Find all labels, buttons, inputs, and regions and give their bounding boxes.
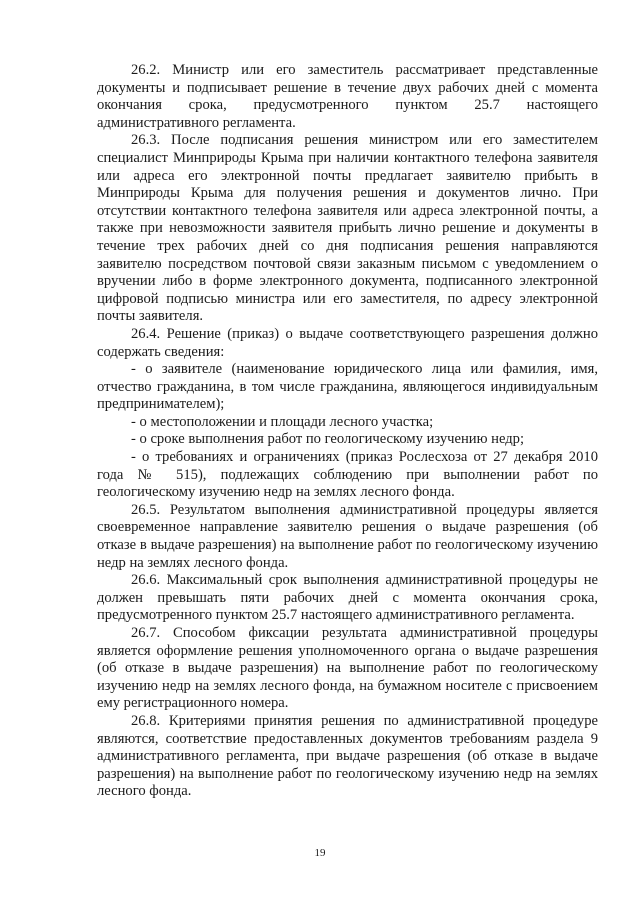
paragraph-26-6: 26.6. Максимальный срок выполнения административной процедуры не должен превышать пяти рабочих дней с момента окончания срока, предусмотренного пунктом 25.7 настоящего административного регламента. [97, 572, 598, 624]
document-body [97, 62, 598, 801]
list-item-applicant: - о заявителе (наименование юридического лица или фамилия, имя, отчество гражданина, в том числе гражданина, являющегося индивидуальным предпринимателем); [97, 361, 598, 413]
list-item-requirements: - о требованиях и ограничениях (приказ Рослесхоза от 27 декабря 2010 года № 515), подлежащих соблюдению при выполнении работ по геологическому изучению недр на землях лесного фонда. [97, 449, 598, 501]
list-item-location: - о местоположении и площади лесного участка; [131, 413, 434, 430]
paragraph-26-4: 26.4. Решение (приказ) о выдаче соответствующего разрешения должно содержать сведения: [97, 325, 598, 360]
paragraph-26-7: 26.7. Способом фиксации результата административной процедуры является оформление решения уполномоченного органа о выдаче разрешения (об отказе в выдаче разрешения) на выполнение работ по геологическому изучению недр на землях лесного фонда, на бумажном носителе с присвоением ему регистрационного номера. [97, 625, 598, 712]
list-item-term: - о сроке выполнения работ по геологическому изучению недр; [131, 431, 525, 448]
paragraph-26-3: 26.3. После подписания решения министром или его заместителем специалист Минприроды Крыма при наличии контактного телефона заявителя или адреса его электронной почты предлагает заявителю прибыть в Минприроды Крыма для получения решения и документов лично. При отсутствии контактного телефона заявителя или адреса электронной почты, а также при невозможности заявителя прибыть лично решение и документы в течение трех рабочих дней со дня подписания решения направляются заявителю посредством почтовой связи заказным письмом с уведомлением о вручении либо в форме электронного документа, подписанного электронной цифровой подписью министра или его заместителя, по адресу электронной почты заявителя. [97, 132, 598, 325]
paragraph-26-2: 26.2. Министр или его заместитель рассматривает представленные документы и подписывает решение в течение двух рабочих дней с момента окончания срока, предусмотренного пунктом 25.7 настоящего административного регламента. [97, 62, 598, 131]
page-number: 19 [314, 847, 326, 859]
paragraph-26-5: 26.5. Результатом выполнения административной процедуры является своевременное направление заявителю решения о выдаче разрешения (об отказе в выдаче разрешения) на выполнение работ по геологическому изучению недр на землях лесного фонда. [97, 501, 598, 571]
paragraph-26-8: 26.8. Критериями принятия решения по административной процедуре являются, соответствие предоставленных документов требованиям раздела 9 административного регламента, при выдаче разрешения (об отказе в выдаче разрешения) на выполнение работ по геологическому изучению недр на землях лесного фонда. [97, 712, 598, 800]
